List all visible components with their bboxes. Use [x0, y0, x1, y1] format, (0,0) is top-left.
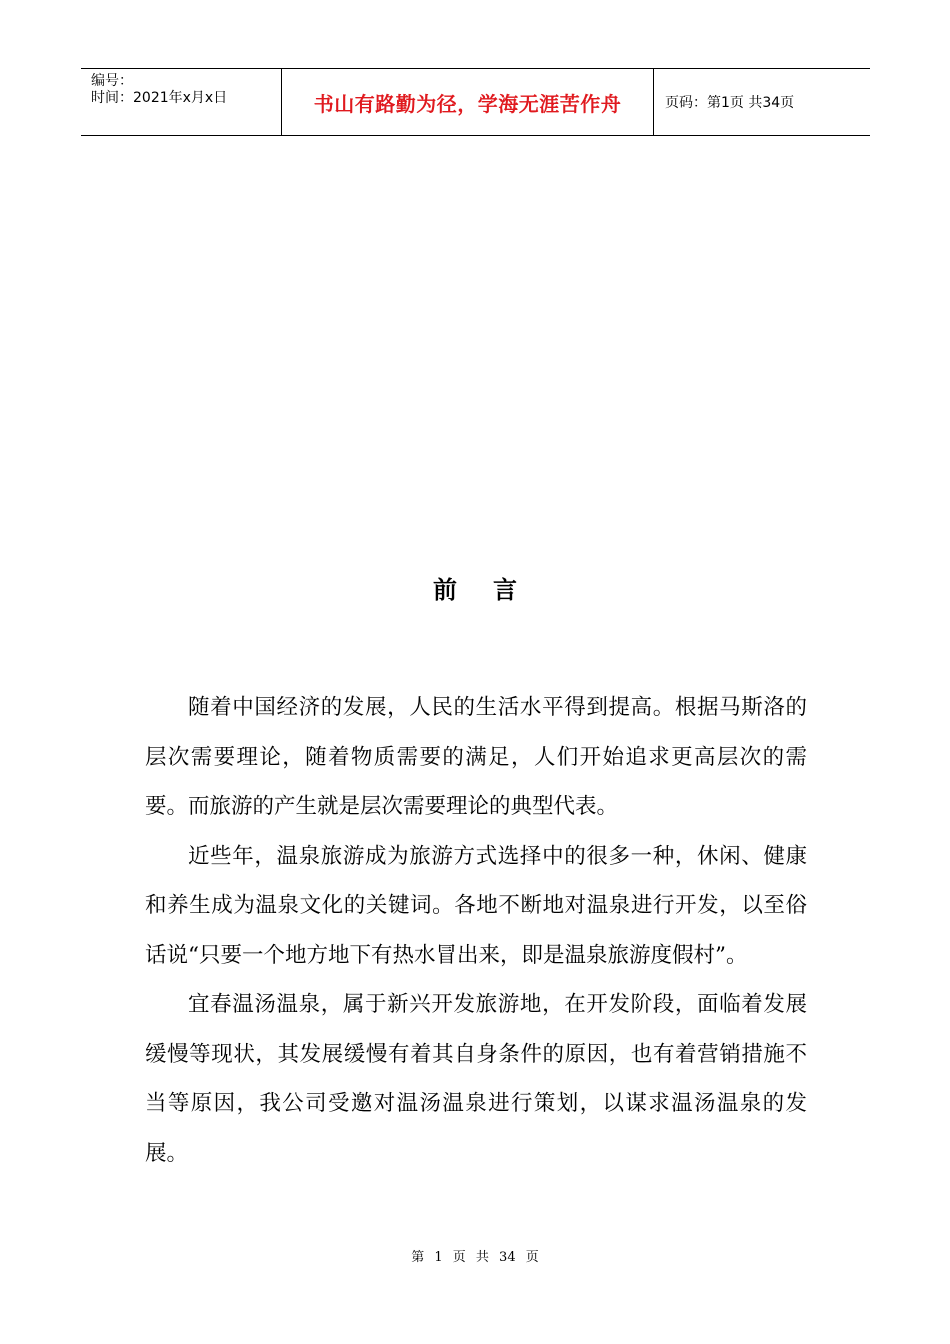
time-label: 时间：2021年x月x日 — [91, 90, 228, 106]
paragraph: 随着中国经济的发展，人民的生活水平得到提高。根据马斯洛的层次需要理论，随着物质需要的满足，人们开始追求更高层次的需要。而旅游的产生就是层次需要理论的典型代表。 — [145, 695, 807, 819]
page-info-text: 页码：第1页 共34页 — [665, 95, 795, 111]
document-body — [145, 683, 807, 1178]
paragraph: 宜春温汤温泉，属于新兴开发旅游地，在开发阶段，面临着发展缓慢等现状，其发展缓慢有着其自身条件的原因，也有着营销措施不当等原因，我公司受邀对温汤温泉进行策划，以谋求温汤温泉的发展。 — [145, 992, 807, 1166]
page-footer: 第 1 页 共 34 页 — [411, 1250, 539, 1265]
header-page-info — [654, 69, 870, 135]
paragraph: 近些年，温泉旅游成为旅游方式选择中的很多一种，休闲、健康和养生成为温泉文化的关键词。各地不断地对温泉进行开发，以至俗话说“只要一个地方地下有热水冒出来，即是温泉旅游度假村”。 — [145, 843, 807, 968]
motto-text: 书山有路勤为径，学海无涯苦作舟 — [313, 91, 622, 116]
header-meta — [81, 69, 281, 135]
document-header — [81, 68, 870, 136]
number-label: 编号： — [91, 73, 133, 89]
document-title: 前言 — [433, 575, 553, 604]
header-motto — [281, 69, 654, 135]
